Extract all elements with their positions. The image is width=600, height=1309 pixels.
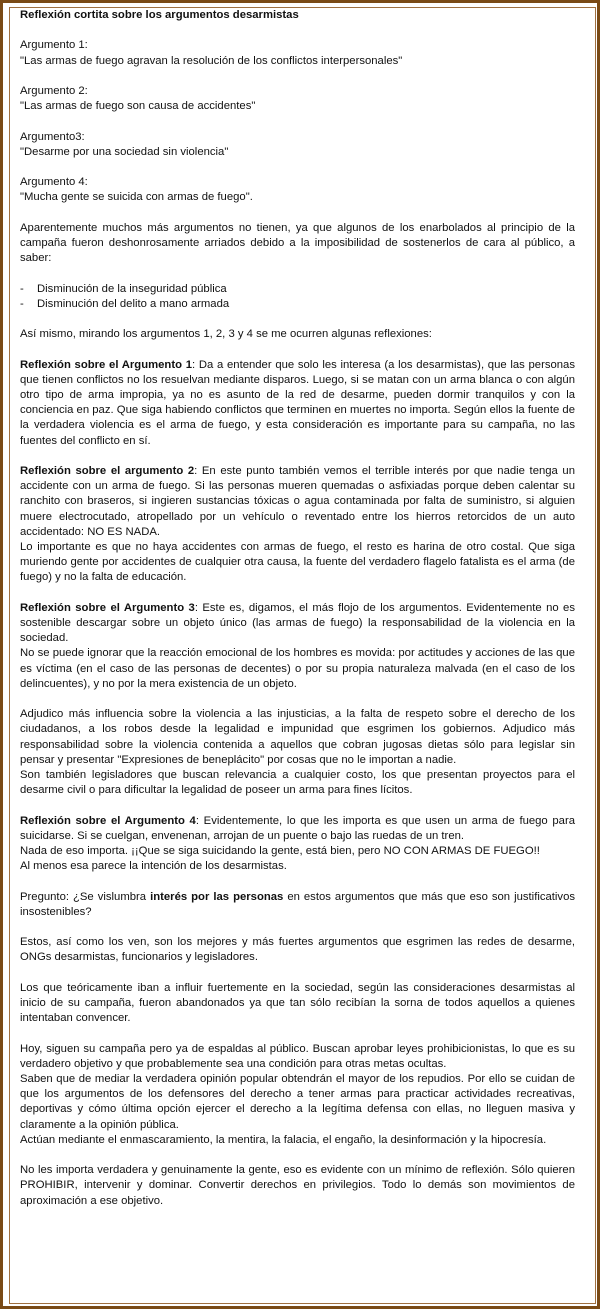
reflection-4-heading: Reflexión sobre el Argumento 4 [20,814,196,827]
reflection-1-text: : Da a entender que solo les interesa (a los desarmistas), que las personas que tienen conflictos no los resuelvan mediante disparos. Luego, si se matan con un arma blanca o con algún otro tipo de arma impropia, ya no es asunto de la red de desarme, pueden dormir tranquilos y con la conciencia en paz. Que siga habiendo conflictos que terminen en muertes no importa. Según ellos la fuente de la verdadera violencia es el arma de fuego, y esta consideración es importante para su campaña, no las fuentes del conflicto en sí. [20,358,575,447]
argument-1-text: "Las armas de fuego agravan la resolución de los conflictos interpersonales" [20,54,403,67]
reflection-2-continued: Lo importante es que no haya accidentes con armas de fuego, el resto es harina de otro costal. Que siga muriendo gente por accidentes de cualquier otra causa, la fuente del verdadero flagelo fatalista es el arma (de fuego) y no la falta de educación. [20,540,575,584]
argument-3-label: Argumento3: [20,130,85,143]
reflection-1-heading: Reflexión sobre el Argumento 1 [20,358,192,371]
reflection-4-text: : Evidentemente, lo que les importa es que usen un arma de fuego para suicidarse. Si se cuelgan, envenenan, arrojan de un puente o bajo las ruedas de un tren. [20,814,576,842]
paragraph: Los que teóricamente iban a influir fuertemente en la sociedad, según las consideraciones desarmistas al inicio de su campaña, fueron abandonados ya que tan sólo recibían la sorna de todos aquellos a quienes intentaban convencer. [20,981,575,1025]
reflection-2-heading: Reflexión sobre el argumento 2 [20,464,195,477]
reflection-3-heading: Reflexión sobre el Argumento 3 [20,601,195,614]
reflection-3 [20,601,575,647]
question-after: en estos argumentos que más que eso son justificativos insostenibles? [20,890,576,918]
reflection-3-continued: No se puede ignorar que la reacción emocional de los hombres es movida: por actitudes y acciones de las que es víctima (en el caso de las personas de decentes) o por su propia naturaleza malvada (en el caso de los delincuentes), y no por la mera existencia de un objeto. [20,647,575,690]
reflection-4-continued: Nada de eso importa. ¡¡Que se siga suicidando la gente, está bien, pero NO CON ARMAS DE FUEGO!! [20,844,540,857]
bullet-text: Disminución de la inseguridad pública [37,282,227,295]
content-box [9,7,596,1304]
argument-3-text: "Desarme por una sociedad sin violencia" [20,145,229,158]
bullet-dash: - [20,282,24,295]
transition-paragraph: Así mismo, mirando los argumentos 1, 2, 3 y 4 se me ocurren algunas reflexiones: [20,328,432,341]
hoy-continued: Saben que de mediar la verdadera opinión popular obtendrán el mayor de los repudios. Por ello se cuidan de que los argumentos de los defensores del derecho a tener armas para practicar actividades recreativas, deportivas y cómo última opción ejercer el derecho a la legítima defensa con ellas, no lleguen masiva y claramente a la opinión pública. [20,1072,575,1131]
question-before: Pregunto: ¿Se vislumbra [20,890,151,903]
bullet-item [20,297,575,312]
argument-2-text: "Las armas de fuego son causa de accidentes" [20,100,256,113]
argument-1-label: Argumento 1: [20,39,88,52]
hoy-closing: Actúan mediante el enmascaramiento, la mentira, la falacia, el engaño, la desinformación y la hipocresía. [20,1133,547,1146]
reflection-4 [20,814,575,844]
article-title: Reflexión cortita sobre los argumentos desarmistas [20,9,299,21]
bullet-item [20,282,575,297]
argument-4-label: Argumento 4: [20,176,88,189]
adjudico-paragraph: Adjudico más influencia sobre la violencia a las injusticias, a la falta de respeto sobre el derecho de los ciudadanos, a los robos desde la legalidad e impunidad que esgrimen los gobiernos. Adjudico más responsabilidad sobre la violencia contenida a aquellos que cobran jugosas dietas sólo para legislar sin pensar y presentar "Expresiones de beneplácito" por cosas que no le importan a nadie. [20,708,575,766]
reflection-3-text: : Este es, digamos, el más flojo de los argumentos. Evidentemente no es sostenible descargar sobre un objeto único (las armas de fuego) la responsabilidad de la violencia en la sociedad. [20,601,575,645]
argument-2-label: Argumento 2: [20,84,88,97]
argument-4-text: "Mucha gente se suicida con armas de fuego". [20,191,253,204]
paragraph: Estos, así como los ven, son los mejores y más fuertes argumentos que esgrimen las redes de desarme, ONGs desarmistas, funcionarios y legisladores. [20,936,575,964]
article [10,8,595,1209]
adjudico-continued: Son también legisladores que buscan relevancia a cualquier costo, los que presentan proyectos para el desarme civil o para dificultar la legalidad de poseer un arma para fines lícitos. [20,768,575,797]
closing-paragraph: No les importa verdadera y genuinamente la gente, eso es evidente con un mínimo de reflexión. Sólo quieren PROHIBIR, intervenir y dominar. Convertir derechos en privilegios. Todo lo demás son movimientos de aproximación a ese objetivo. [20,1164,575,1207]
reflection-1 [20,358,575,449]
question-bold: interés por las personas [150,890,284,903]
bullet-dash: - [20,297,24,310]
reflection-4-closing: Al menos esa parece la intención de los desarmistas. [20,860,287,873]
question-paragraph [20,890,575,920]
bullet-text: Disminución del delito a mano armada [37,297,230,310]
intro-paragraph: Aparentemente muchos más argumentos no tienen, ya que algunos de los enarbolados al principio de la campaña fueron deshonrosamente arriados debido a la imposibilidad de sostenerlos de cara al público, a saber: [20,221,575,265]
reflection-2 [20,464,575,540]
reflection-2-text: : En este punto también vemos el terrible interés por que nadie tenga un accidente con un arma de fuego. Si las personas mueren quemadas o asfixiadas porque deben calentar su ranchito con braseros, si ingieren sustancias tóxicas o agua contaminada por falta de suministro, si alguien muere electrocutado, atropellado por un vehículo o reventado entre los hierros retorcidos de un auto accidentado: NO ES NADA. [20,464,575,538]
hoy-paragraph: Hoy, siguen su campaña pero ya de espaldas al público. Buscan aprobar leyes prohibicionistas, lo que es su verdadero objetivo y que probablemente sea una condición para otras metas ocultas. [20,1042,575,1070]
